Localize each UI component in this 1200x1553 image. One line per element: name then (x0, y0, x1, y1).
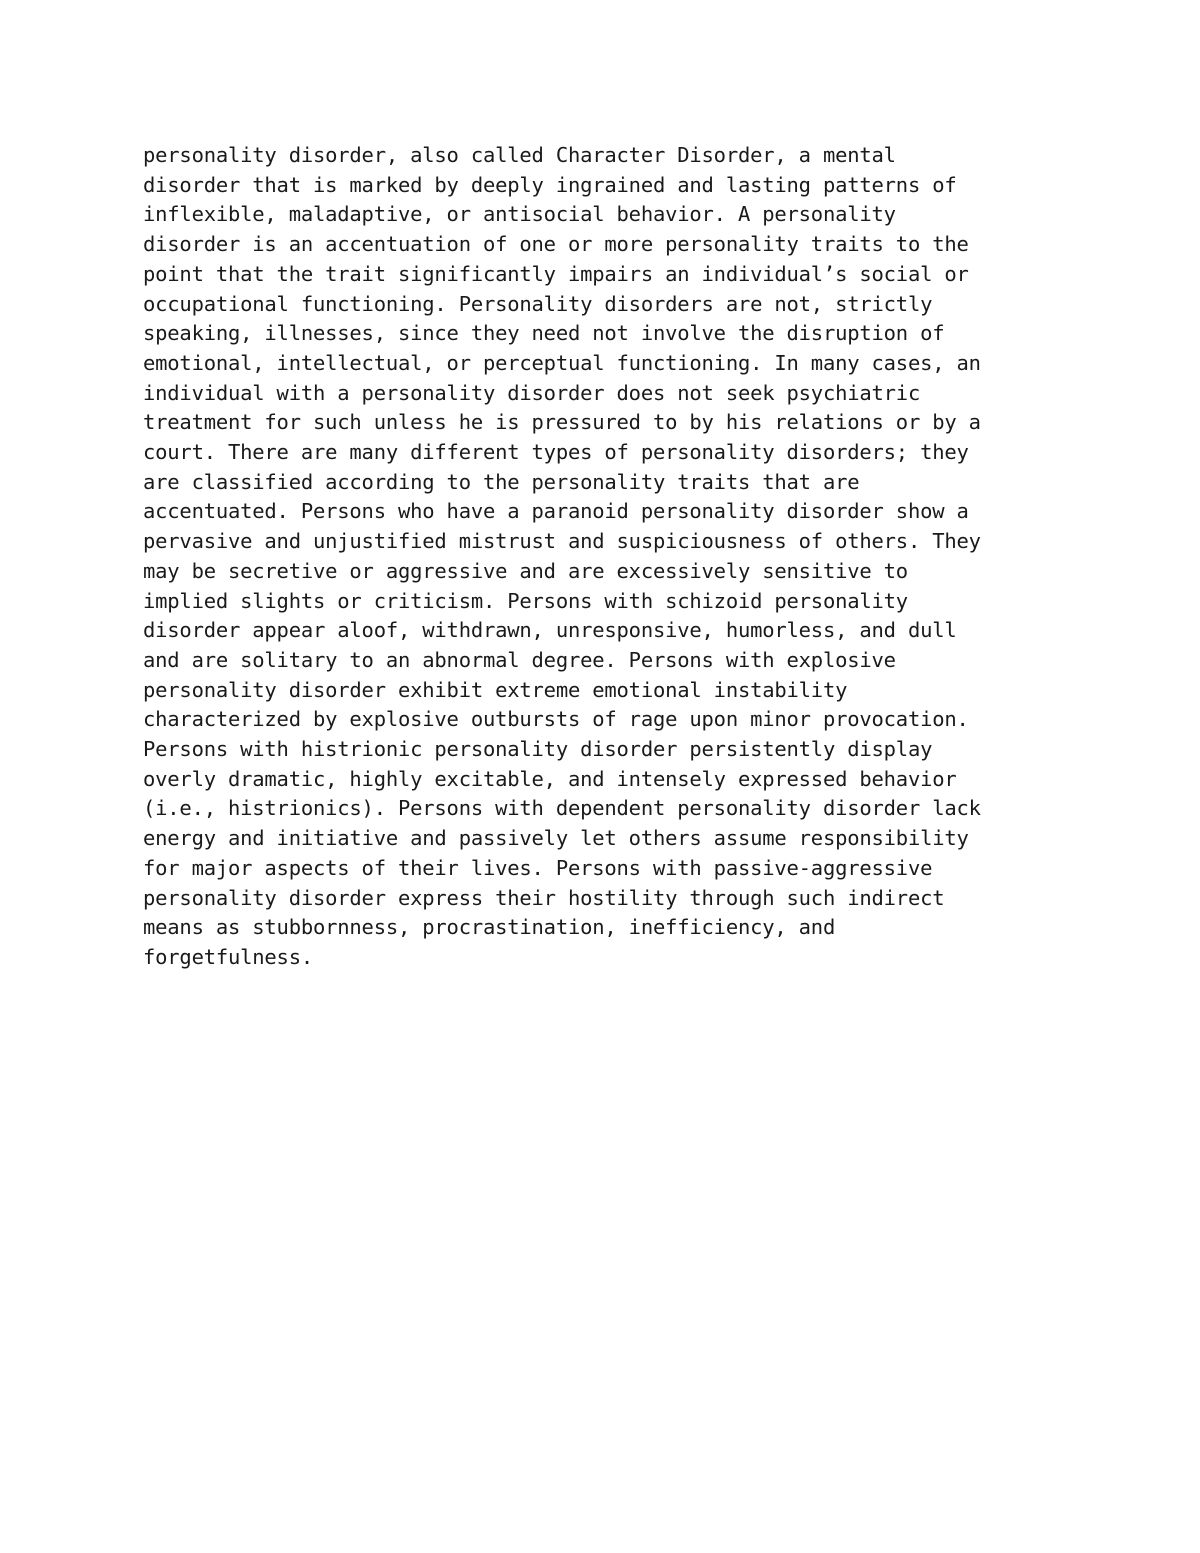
text-line: disorder appear aloof, withdrawn, unresponsive, humorless, and dull (143, 618, 957, 643)
text-line: personality disorder, also called Character Disorder, a mental (143, 143, 896, 167)
text-line: court. There are many different types of personality disorders; they (143, 440, 969, 465)
text-line: Persons with histrionic personality disorder persistently display (143, 737, 933, 762)
body-paragraph (143, 141, 1083, 973)
text-line: treatment for such unless he is pressured to by his relations or by a (143, 410, 981, 435)
text-line: point that the trait significantly impairs an individual’s social or (143, 261, 969, 286)
text-line: (i.e., histrionics). Persons with dependent personality disorder lack (143, 796, 981, 821)
text-line: means as stubbornness, procrastination, inefficiency, and (143, 915, 836, 940)
text-line: forgetfulness. (143, 944, 313, 969)
text-line: energy and initiative and passively let others assume responsibility (143, 826, 969, 851)
text-line: speaking, illnesses, since they need not involve the disruption of (143, 321, 945, 346)
text-line: for major aspects of their lives. Persons with passive-aggressive (143, 855, 933, 880)
text-line: implied slights or criticism. Persons with schizoid personality (143, 588, 908, 613)
text-line: personality disorder exhibit extreme emotional instability (143, 677, 848, 702)
text-line: overly dramatic, highly excitable, and intensely expressed behavior (143, 766, 957, 791)
text-line: characterized by explosive outbursts of rage upon minor provocation. (143, 707, 969, 732)
text-line: accentuated. Persons who have a paranoid personality disorder show a (143, 499, 969, 524)
text-line: may be secretive or aggressive and are excessively sensitive to (143, 558, 908, 583)
text-line: personality disorder express their hostility through such indirect (143, 885, 945, 910)
text-line: pervasive and unjustified mistrust and suspiciousness of others. They (143, 529, 981, 554)
text-line: occupational functioning. Personality disorders are not, strictly (143, 291, 933, 316)
text-line: disorder is an accentuation of one or more personality traits to the (143, 232, 969, 257)
text-line: individual with a personality disorder does not seek psychiatric (143, 380, 921, 405)
text-line: are classified according to the personality traits that are (143, 469, 860, 494)
text-line: emotional, intellectual, or perceptual functioning. In many cases, an (143, 350, 981, 375)
text-line: inflexible, maladaptive, or antisocial behavior. A personality (143, 202, 896, 227)
text-line: and are solitary to an abnormal degree. Persons with explosive (143, 647, 896, 672)
text-line: disorder that is marked by deeply ingrained and lasting patterns of (143, 172, 957, 197)
